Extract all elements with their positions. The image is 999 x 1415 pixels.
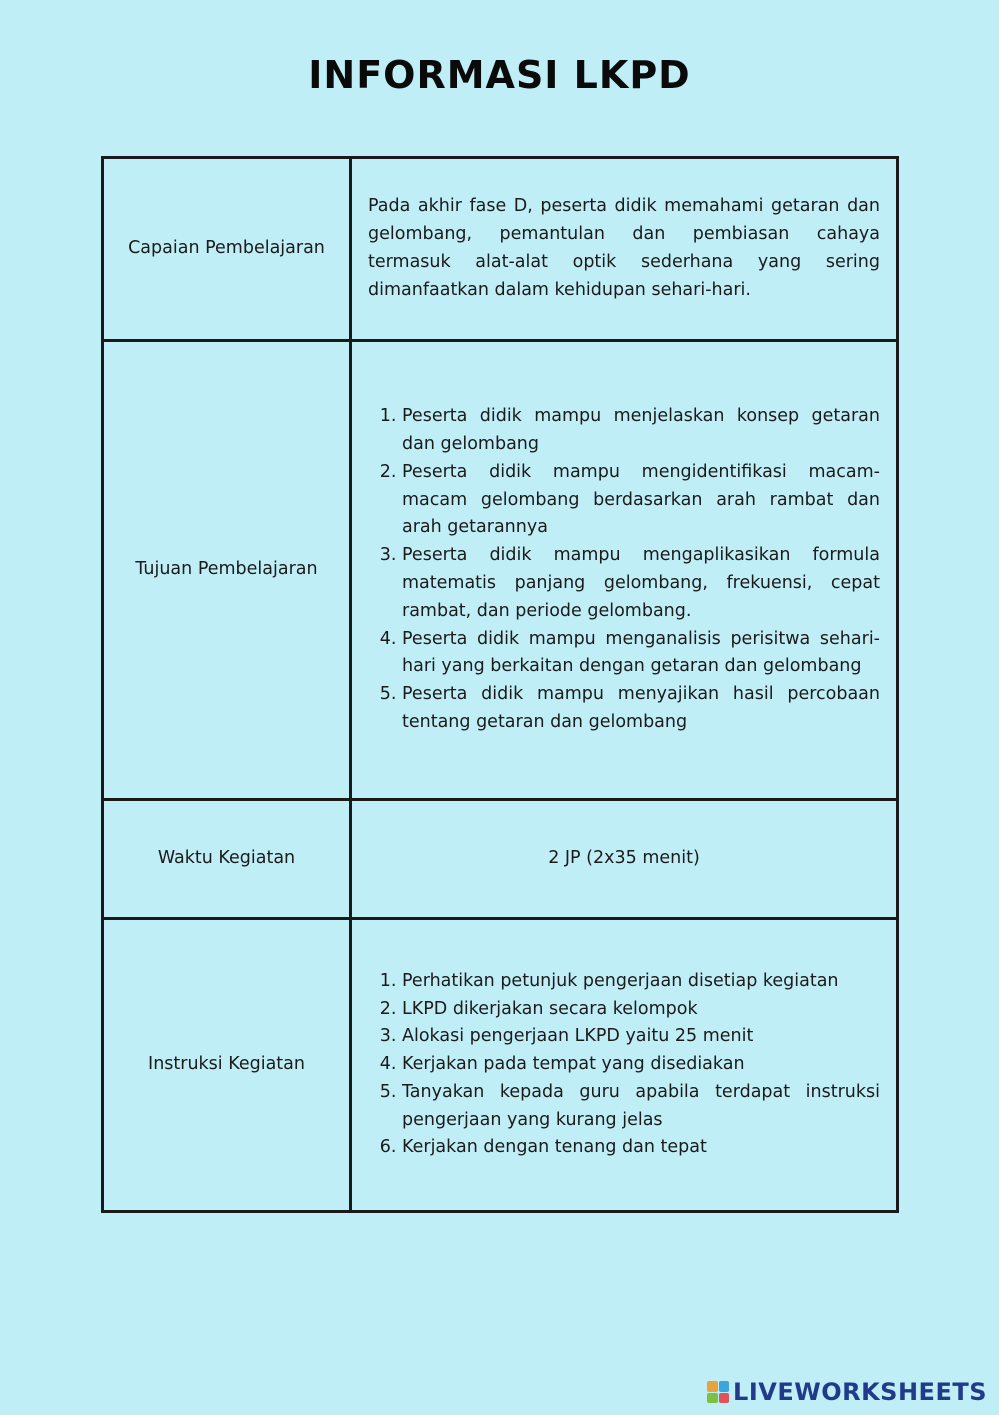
list-item: 3. Peserta didik mampu mengaplikasikan formula matematis panjang gelombang, frekuensi, cepat rambat, dan periode gelombang. bbox=[402, 542, 880, 625]
tujuan-list bbox=[368, 403, 880, 737]
instruksi-list bbox=[368, 968, 880, 1163]
list-item: 5. Peserta didik mampu menyajikan hasil percobaan tentang getaran dan gelombang bbox=[402, 681, 880, 737]
list-item: 1. Peserta didik mampu menjelaskan konsep getaran dan gelombang bbox=[402, 403, 880, 459]
row-label-tujuan: Tujuan Pembelajaran bbox=[103, 341, 351, 800]
instruksi-content bbox=[351, 919, 898, 1212]
table-row bbox=[103, 158, 898, 341]
info-table bbox=[101, 156, 899, 1213]
liveworksheets-footer bbox=[707, 1379, 987, 1405]
row-label-waktu: Waktu Kegiatan bbox=[103, 800, 351, 919]
list-item: 4. Kerjakan pada tempat yang disediakan bbox=[402, 1051, 880, 1079]
list-item: 2. LKPD dikerjakan secara kelompok bbox=[402, 996, 880, 1024]
list-item: 6. Kerjakan dengan tenang dan tepat bbox=[402, 1134, 880, 1162]
table-row bbox=[103, 341, 898, 800]
list-item: 5. Tanyakan kepada guru apabila terdapat instruksi pengerjaan yang kurang jelas bbox=[402, 1079, 880, 1135]
list-item: 3. Alokasi pengerjaan LKPD yaitu 25 menit bbox=[402, 1023, 880, 1051]
row-label-capaian: Capaian Pembelajaran bbox=[103, 158, 351, 341]
table-row bbox=[103, 800, 898, 919]
table-row bbox=[103, 919, 898, 1212]
list-item: 4. Peserta didik mampu menganalisis perisitwa sehari-hari yang berkaitan dengan getaran dan gelombang bbox=[402, 626, 880, 682]
brand-name: LIVEWORKSHEETS bbox=[733, 1378, 987, 1406]
liveworksheets-logo-icon bbox=[707, 1381, 729, 1403]
list-item: 2. Peserta didik mampu mengidentifikasi macam-macam gelombang berdasarkan arah rambat dan arah getarannya bbox=[402, 459, 880, 542]
waktu-text: 2 JP (2x35 menit) bbox=[351, 800, 898, 919]
tujuan-content bbox=[351, 341, 898, 800]
list-item: 1. Perhatikan petunjuk pengerjaan disetiap kegiatan bbox=[402, 968, 880, 996]
row-label-instruksi: Instruksi Kegiatan bbox=[103, 919, 351, 1212]
page-title: INFORMASI LKPD bbox=[308, 53, 691, 97]
capaian-text: Pada akhir fase D, peserta didik memahami getaran dan gelombang, pemantulan dan pembiasan cahaya termasuk alat-alat optik sederhana yang sering dimanfaatkan dalam kehidupan sehari-hari. bbox=[351, 158, 898, 341]
